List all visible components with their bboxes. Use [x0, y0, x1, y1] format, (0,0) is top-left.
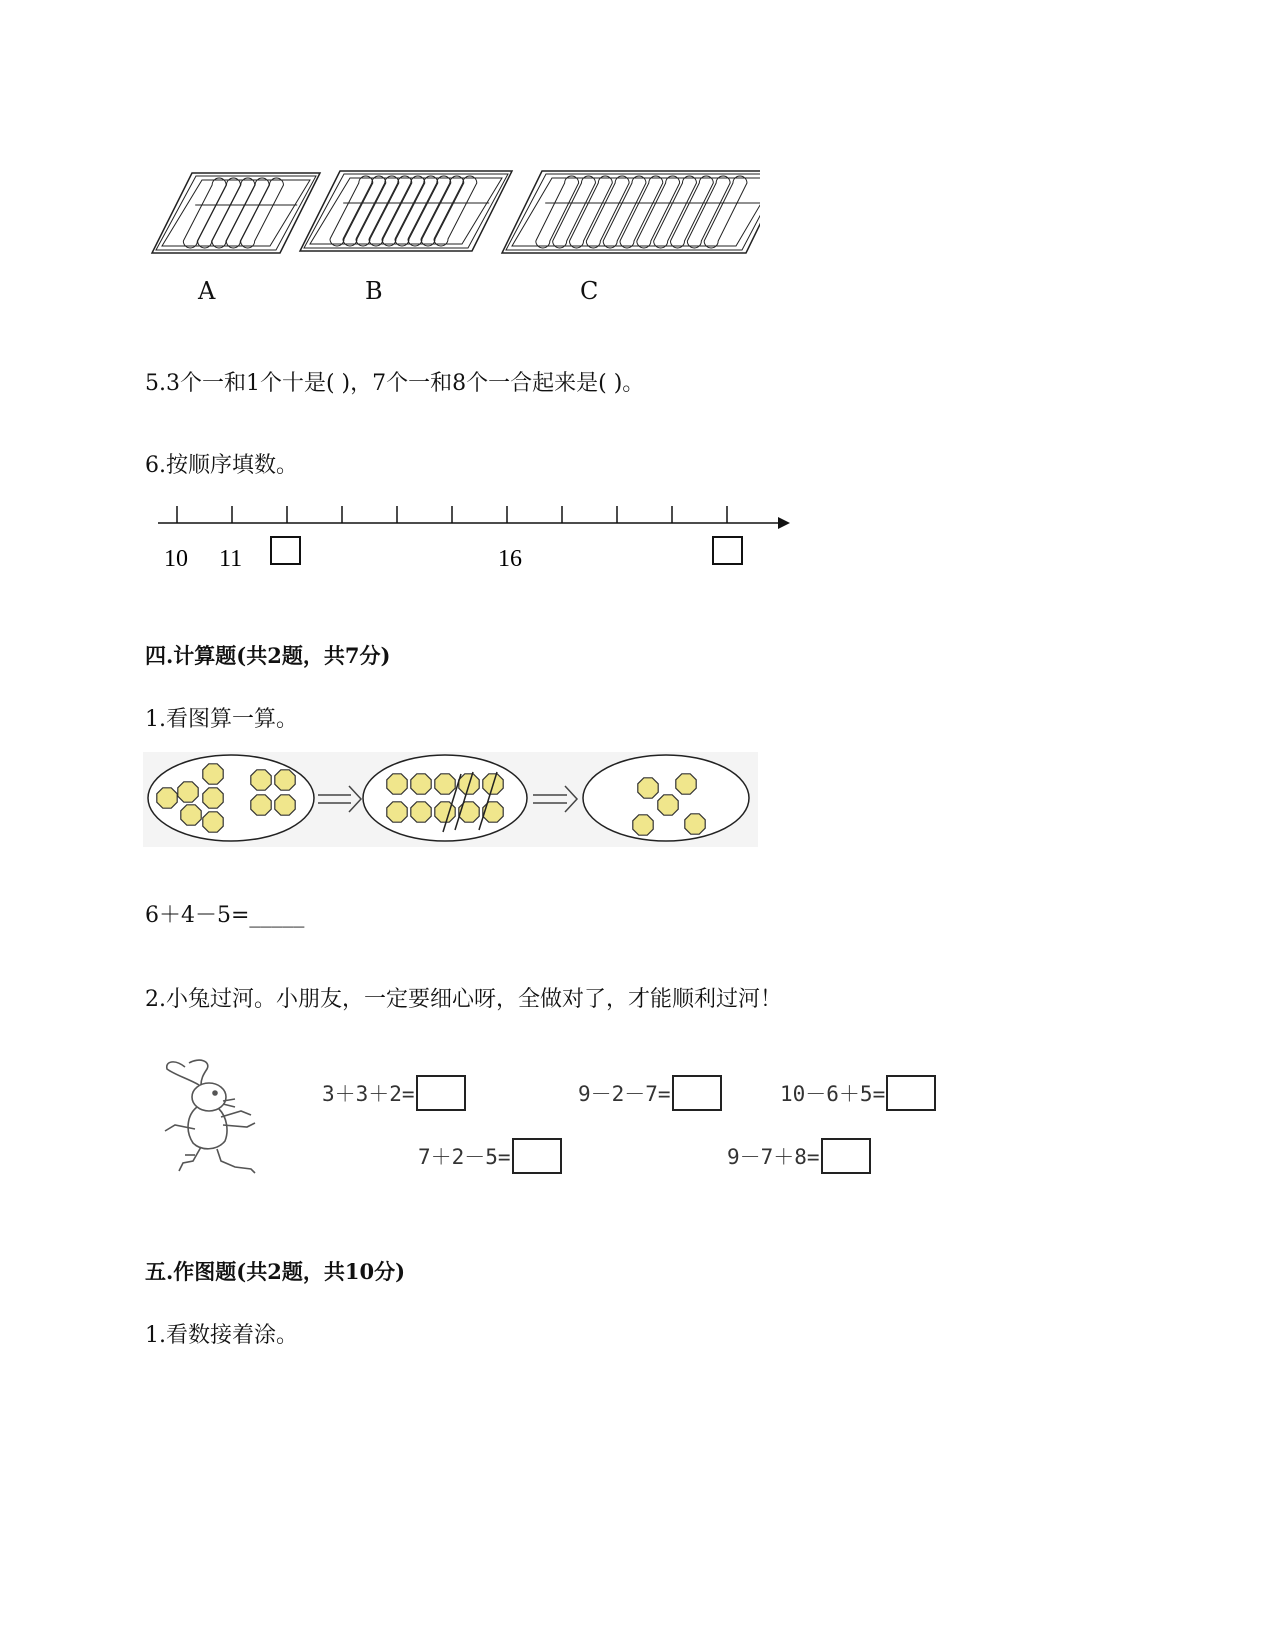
number-line-svg: [150, 498, 800, 578]
counter-icon: [181, 805, 201, 825]
abacus-bead-rod: [330, 176, 373, 246]
counter-icon: [633, 815, 653, 835]
calc-2-prompt: 2.小兔过河。小朋友，一定要细心呀，全做对了，才能顺利过河！: [145, 987, 782, 1012]
abacus-bead-rod: [408, 176, 451, 246]
abacus-bead-rod: [637, 176, 680, 248]
abacus-bead-rod: [586, 176, 629, 248]
arrow-head-icon: [778, 517, 790, 529]
abacus-b: [300, 171, 512, 251]
abacus-svg: [140, 165, 760, 325]
counters-figure: [143, 752, 758, 847]
abacus-bead-rod: [687, 176, 730, 248]
answer-box-1[interactable]: [271, 537, 300, 564]
counter-icon: [251, 770, 271, 790]
problem-5: [727, 1137, 871, 1175]
abacus-bead-rod: [198, 178, 241, 248]
problem-3-answer-box[interactable]: [886, 1075, 936, 1111]
counter-icon: [638, 778, 658, 798]
counter-icon: [435, 774, 455, 794]
problem-4-answer-box[interactable]: [512, 1138, 562, 1174]
rabbit-illustration: [155, 1055, 280, 1175]
counter-icon: [658, 795, 678, 815]
problem-1-answer-box[interactable]: [416, 1075, 466, 1111]
abacus-bead-rod: [570, 176, 613, 248]
counter-icon: [411, 774, 431, 794]
calc-1-prompt: 1.看图算一算。: [145, 707, 298, 732]
counter-icon: [203, 812, 223, 832]
section-4-title: 四.计算题(共2题，共7分): [145, 643, 391, 668]
abacus-c: [502, 171, 760, 253]
rabbit-icon: [155, 1055, 280, 1175]
problem-1: [322, 1074, 466, 1112]
counter-icon: [685, 814, 705, 834]
label-10: 10: [164, 546, 188, 572]
counter-icon: [459, 802, 479, 822]
label-16: 16: [498, 546, 522, 572]
abacus-bead-rod: [226, 178, 269, 248]
abacus-bead-rod: [241, 178, 284, 248]
abacus-bead-rod: [421, 176, 464, 246]
counter-icon: [157, 788, 177, 808]
abacus-bead-rod: [620, 176, 663, 248]
abacus-bead-rod: [671, 176, 714, 248]
problem-3-text: 10－6＋5=: [780, 1082, 886, 1106]
counter-icon: [203, 764, 223, 784]
abacus-bead-rod: [704, 176, 747, 248]
counter-icon: [676, 774, 696, 794]
abacus-label-c: C: [580, 277, 599, 305]
abacus-bead-rod: [553, 176, 596, 248]
problem-4: [418, 1137, 562, 1175]
question-6: 6.按顺序填数。: [145, 453, 298, 478]
abacus-bead-rod: [603, 176, 646, 248]
abacus-bead-rod: [434, 176, 477, 246]
label-11: 11: [219, 546, 243, 572]
calc-1-equation: 6＋4－5=_____: [145, 903, 305, 928]
abacus-bead-rod: [369, 176, 412, 246]
counter-icon: [411, 802, 431, 822]
counter-icon: [275, 770, 295, 790]
section-5-title: 五.作图题(共2题，共10分): [145, 1259, 406, 1284]
counter-icon: [275, 795, 295, 815]
abacus-bead-rod: [343, 176, 386, 246]
question-5: 5.3个一和1个十是( )，7个一和8个一合起来是( )。: [145, 371, 645, 396]
counter-icon: [483, 802, 503, 822]
problem-4-text: 7＋2－5=: [418, 1145, 511, 1169]
problem-2-answer-box[interactable]: [672, 1075, 722, 1111]
group-middle-ellipse: [363, 755, 527, 841]
number-line: [150, 498, 800, 578]
counters-svg: [143, 752, 758, 847]
abacus-bead-rod: [395, 176, 438, 246]
abacus-bead-rod: [536, 176, 579, 248]
counter-icon: [387, 774, 407, 794]
draw-1-prompt: 1.看数接着涂。: [145, 1323, 298, 1348]
abacus-bead-rod: [356, 176, 399, 246]
abacus-a: [152, 173, 320, 253]
abacus-bead-rod: [212, 178, 255, 248]
counter-icon: [387, 802, 407, 822]
problem-5-text: 9－7＋8=: [727, 1145, 820, 1169]
abacus-figure: [140, 165, 760, 325]
abacus-bead-rod: [382, 176, 425, 246]
problem-3: [780, 1074, 936, 1112]
problem-1-text: 3＋3＋2=: [322, 1082, 415, 1106]
counter-icon: [251, 795, 271, 815]
counter-icon: [203, 788, 223, 808]
problem-5-answer-box[interactable]: [821, 1138, 871, 1174]
abacus-label-b: B: [365, 277, 383, 305]
abacus-label-a: A: [198, 277, 216, 305]
answer-box-2[interactable]: [713, 537, 742, 564]
counter-icon: [178, 782, 198, 802]
abacus-bead-rod: [654, 176, 697, 248]
problem-2: [578, 1074, 722, 1112]
problem-2-text: 9－2－7=: [578, 1082, 671, 1106]
